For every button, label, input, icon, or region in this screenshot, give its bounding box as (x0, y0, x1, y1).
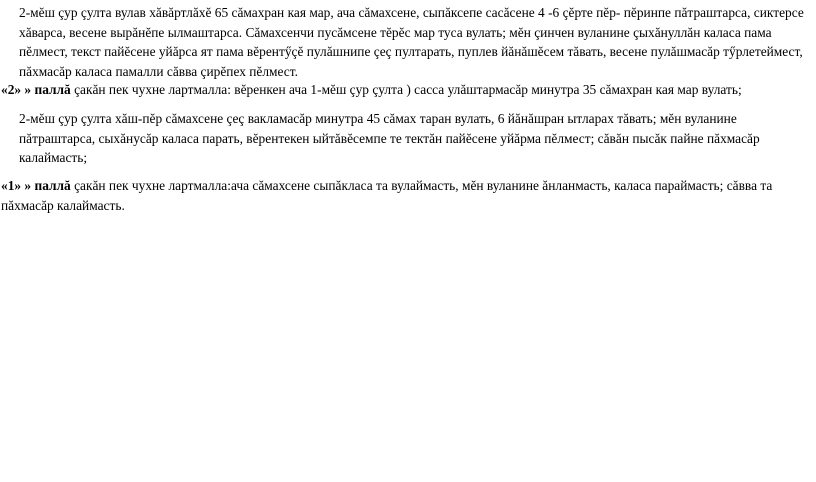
paragraph-4 (1, 176, 807, 215)
paragraph-1 (19, 3, 809, 81)
paragraph-2-text: çакăн пек чухне лартмалла: вĕренкен ача 1-мĕш çур çулта ) сасса улăштармасăр минутра 35 сăмахран кая мар вулать; (70, 82, 742, 97)
paragraph-3-text: 2-мĕш çур çулта хăш-пĕр сăмахсене çеç вакламасăр минутра 45 сăмах таран вулать, 6 йăнăшран ытларах тăвать; мĕн вуланине пăтраштарса, сыхăнусăр каласа парать, вĕрентекен ыйтăвĕсемпе те тектăн пайĕсене уйăрма пĕлмест; сăвăн пысăк пайне пăхмасăр калаймасть; (19, 111, 760, 165)
paragraph-4-text: çакăн пек чухне лартмалла:ача сăмахсене сыпăкласа та вулаймасть, мĕн вуланине ăнланмасть, каласа параймасть; сăвва та пăхмасăр калаймасть. (1, 178, 773, 213)
paragraph-1-text: 2-мĕш çур çулта вулав хăвăртлăхĕ 65 сăмахран кая мар, ача сăмахсене, сыпăксепе сасăсене 4 -6 çĕрте пĕр- пĕринпе пăтраштарса, сиктерсе хăварса, весене вырăнĕпе ылмаштарса. Сăмахсенчи пусăмсене тĕрĕс мар туса вулать; мĕн çинчен вуланине çыхăнуллăн каласа пама пĕлмест, текст пайĕсене уйăрса ят пама вĕрентӳçĕ пулăшнипе çеç пултарать, пуплев йăнăшĕсем тăвать, весене пулăшмасăр тӳрлетеймест, пăхмасăр каласа памалли сăвва çирĕпех пĕлмест. (19, 5, 804, 79)
grade-marker-2: «2» » паллă (1, 82, 71, 97)
paragraph-2 (1, 80, 807, 100)
grade-marker-1: «1» » паллă (1, 178, 71, 193)
paragraph-3 (19, 109, 809, 168)
